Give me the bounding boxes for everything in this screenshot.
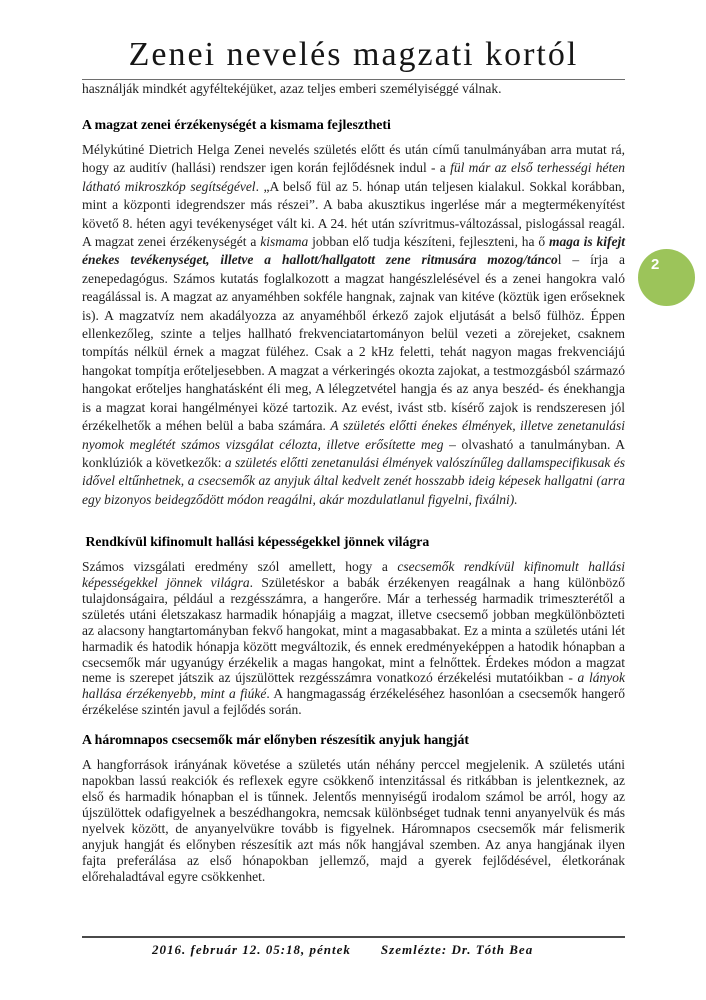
intro-paragraph: használják mindkét agyféltekéjüket, azaz teljes emberi személyiséggé válnak. [82,81,502,96]
section-heading: A magzat zenei érzékenységét a kismama fejlesztheti [82,117,391,132]
page-number: 2 [651,256,660,273]
page-number-badge [638,249,695,306]
document-content [82,34,625,884]
section-mother-voice [82,732,625,884]
page-footer [82,936,625,958]
body-paragraph: Mélykútiné Dietrich Helga Zenei nevelés születés előtt és után című tanulmányában arra mutat rá, hogy az auditív (hallási) rendszer igen korán fejlődésnek indul - a fül már az első terhességi héten látható mikroszkóp segítségével. „A belső fül az 5. hónap után teljesen kialakul. Sokkal korábban, mint a központi idegrendszer más részei”. A baba akusztikus ingerlése már a megtermékenyítést követő 8. héten agyi tevékenységet vált ki. A 24. hét után szívritmus-változással, pislogással reagál. A magzat zenei érzékenységét a kismama jobban elő tudja készíteni, fejleszteni, ha ő maga is kifejt énekes tevékenységet, illetve a hallott/hallgatott zene ritmusára mozog/táncol – írja a zenepedagógus. Számos kutatás foglalkozott a magzat hangészlelésével és a zenei hangokra való reagálással is. A magzat az anyaméhben sokféle hangnak, zajnak van kitéve (köztük igen erőseknek is). A magzatvíz nem akadályozza az anyaméhből érkező zajok eljutását a belső fülhöz. Éppen ellenkezőleg, szinte a teljes hallható frekvenciatartományon belül vezeti a zörejeket, csaknem tompítás nélkül érnek a magzat füléhez. Csak a 2 kHz feletti, tehát nagyon magas frekvenciájú hangokat tompítja erőteljesebben. A magzat a vérkeringés okozta zajokat, a testmozgásból származó hangokat erőteljes hanghatásként éli meg, A lélegzetvétel hangja és az anya beszéd- és énekhangja is a magzat korai hangélményei közé tartozik. Az evést, ivást stb. kísérő zajok is rendszeresen jól érzékelhetők a méhen belül a baba számára. A születés előtti énekes élmények, illetve zenetanulási nyomok meglétét számos vizsgálat célozta, illetve erősítette meg – olvasható a tanulmányban. A konklúziók a következők: a születés előtti zenetanulási élmények valószínűleg dallamspecifikusak és idővel eltűnhetnek, a csecsemők az anyjuk által kedvelt zenét hosszabb ideig képesek hallgatni (arra egy bizonyos beidegződött módon reagálni, akár mozdulatlanul figyelni, fixálni). [82,142,626,507]
footer-date: 2016. február 12. 05:18, péntek [152,942,351,957]
section-heading: A háromnapos csecsemők már előnyben részesítik anyjuk hangját [82,732,469,748]
body-paragraph: Számos vizsgálati eredmény szól amellett, hogy a csecsemők rendkívül kifinomult hallási képességekkel jönnek világra. Születéskor a babák érzékenyen reagálnak a hang különböző tulajdonságaira, például a rezgésszámra, a hangerőre. Már a terhesség harmadik trimeszterétől a születés utáni életszakasz harmadik hónapjáig a magzat, illetve csecsemő jobban megkülönbözteti az alacsony hangtartományban fekvő hangokat, mint a magasabbakat. Ez a minta a születés utáni lét harmadik és hatodik hónapja között megváltozik, és ennek eredményeképpen a hatodik hónapban a csecsemők már ugyanúgy érzékelik a magas hangokat, mint a felnőttek. Érdekes módon a magzat neme is szerepet játszik az újszülöttek rezgésszámra vonatkozó érzékelési mutatóikban - a lányok hallása érzékenyebb, mint a fiúké. A hangmagasság érzékeléséhez hasonlóan a csecsemők hangerő érzékelése szintén javul a fejlődés során. [82,559,626,718]
section-hearing-abilities [82,534,625,718]
section-fetal-sensitivity [82,117,625,509]
footer-reviewer: Szemlézte: Dr. Tóth Bea [380,942,534,957]
section-heading: Rendkívül kifinomult hallási képességekkel jönnek világra [82,534,430,550]
body-paragraph: A hangforrások irányának követése a születés után néhány perccel megjelenik. A születés utáni napokban lassú reakciók és reflexek egyre csökkenő intenzitással és ritkábban is jelentkeznek, az első és harmadik hónapban el is tűnnek. Jelentős mennyiségű irodalom számol be arról, hogy az újszülöttek odafigyelnek a beszédhangokra, nemcsak különbséget tudnak tenni anyanyelvük és más nyelvek között, de anyanyelvükre tovább is figyelnek. Háromnapos csecsemők már felismerik anyjuk hangját és előnyben részesítik azt más nők hangjával szemben. Az anya hangjának ilyen fajta preferálása az első hónapokban jellemző, majd a gyerek fejlődésével, életkorának előrehaladtával egyre csökkenhet. [82,757,625,884]
page-title: Zenei nevelés magzati kortól [128,36,579,73]
